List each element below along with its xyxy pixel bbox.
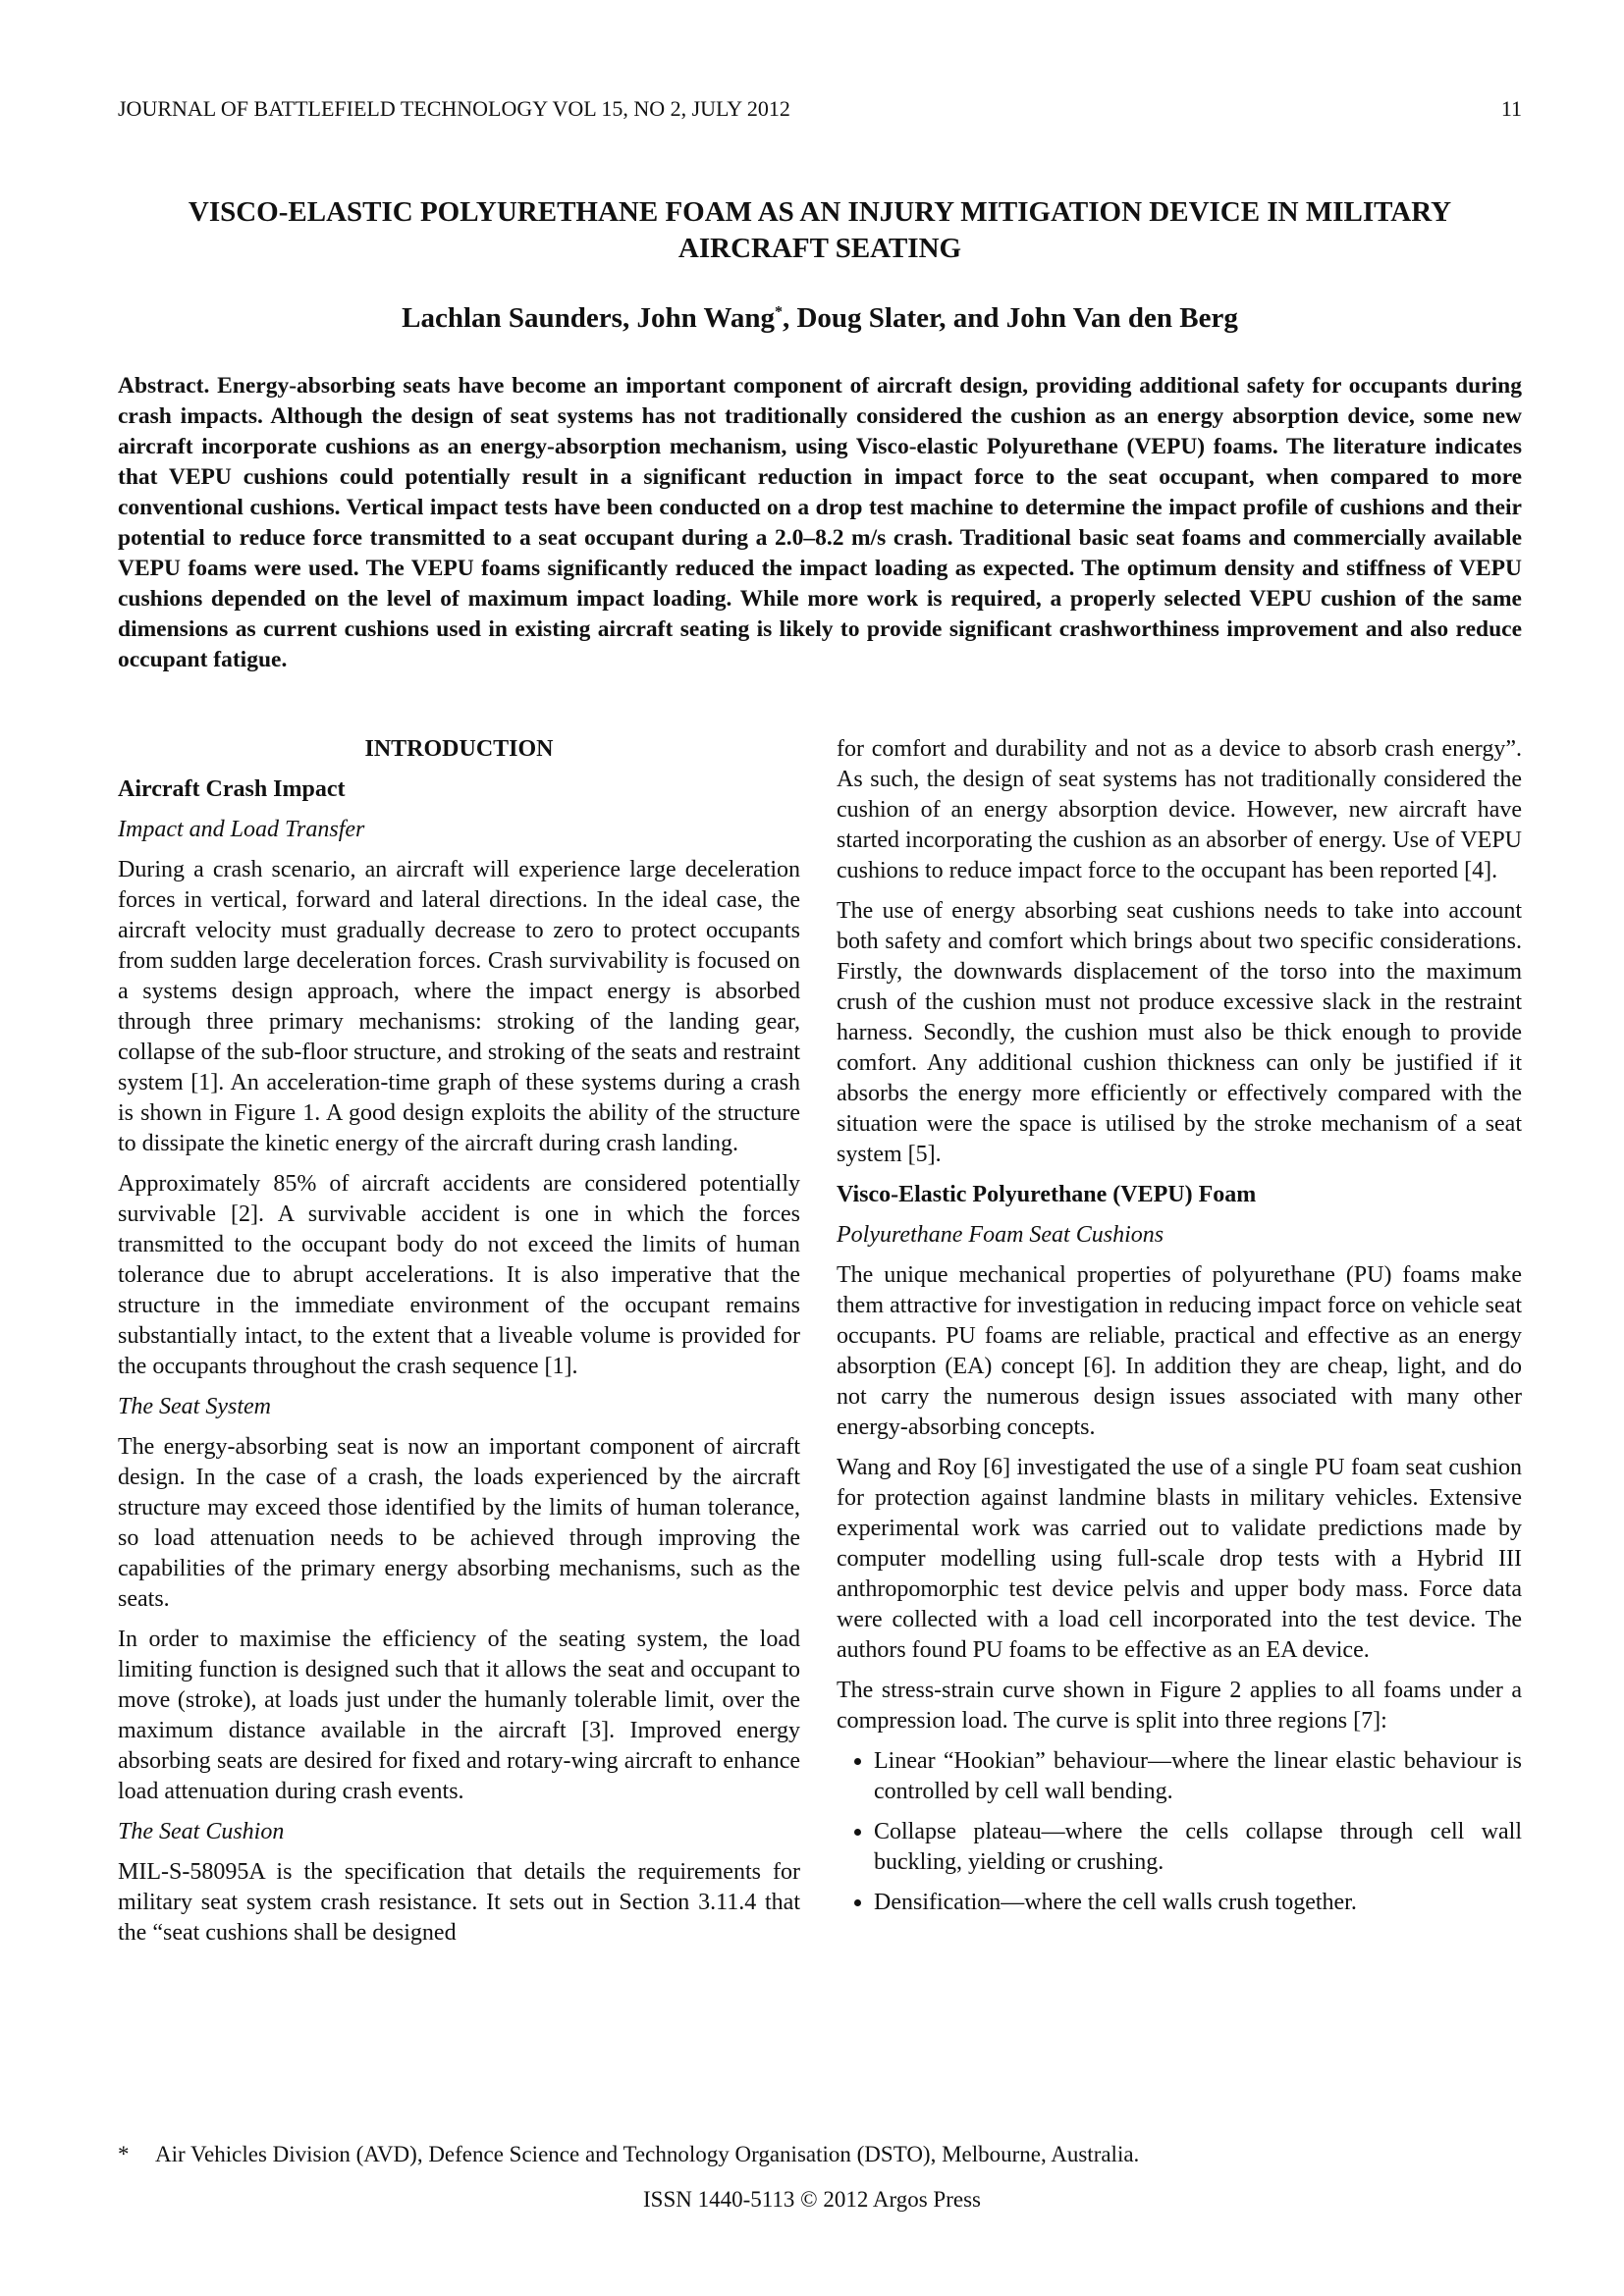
footnote — [118, 2142, 1139, 2167]
paper-title: VISCO-ELASTIC POLYURETHANE FOAM AS AN INJURY MITIGATION DEVICE IN MILITARY AIRCRAFT SEATING — [188, 196, 1452, 264]
authors-2: , Doug Slater, and John Van den Berg — [782, 302, 1238, 334]
abstract: Abstract. Energy-absorbing seats have become an important component of aircraft design, providing additional safety for occupants during crash impacts. Although the design of seat systems has not traditionally considered the cushion as an energy absorption device, some new aircraft incorporate cushions as an energy-absorption mechanism, using Visco-elastic Polyurethane (VEPU) foams. The literature indicates that VEPU cushions could potentially result in a significant reduction in impact force to the seat occupant, when compared to more conventional cushions. Vertical impact tests have been conducted on a drop test machine to determine the impact profile of cushions and their potential to reduce force transmitted to a seat occupant during a 2.0–8.2 m/s crash. Traditional basic seat foams and commercially available VEPU foams were used. The VEPU foams significantly reduced the impact loading as expected. The optimum density and stiffness of VEPU cushions depended on the level of maximum impact loading. While more work is required, a properly selected VEPU cushion of the same dimensions as current cushions used in existing aircraft seating is likely to provide significant crashworthiness improvement and also reduce occupant fatigue. — [118, 373, 1522, 672]
subsubsection-heading: The Seat System — [118, 1394, 271, 1419]
authors — [118, 302, 1522, 335]
paragraph: for comfort and durability and not as a device to absorb crash energy”. As such, the design of seat systems has not traditionally considered the cushion of an energy absorption device. However, new aircraft have started incorporating the cushion as an absorber of energy. Use of VEPU cushions to reduce impact force to the occupant has been reported [4]. — [837, 736, 1522, 883]
paragraph: During a crash scenario, an aircraft will experience large deceleration forces in vertical, forward and lateral directions. In the ideal case, the aircraft velocity must gradually decrease to zero to protect occupants from sudden large deceleration forces. Crash survivability is focused on a systems design approach, where the impact energy is absorbed through three primary mechanisms: stroking of the landing gear, collapse of the sub-floor structure, and stroking of the seats and restraint system [1]. An acceleration-time graph of these systems during a crash is shown in Figure 1. A good design exploits the ability of the structure to dissipate the kinetic energy of the aircraft during crash landing. — [118, 857, 800, 1156]
paragraph: The stress-strain curve shown in Figure 2 applies to all foams under a compression load. The curve is split into three regions [7]: — [837, 1678, 1522, 1734]
affiliation-mark: * — [774, 303, 783, 321]
subsubsection-heading: Impact and Load Transfer — [118, 817, 365, 842]
bullet-list — [837, 1746, 1522, 1918]
journal-name: JOURNAL OF BATTLEFIELD TECHNOLOGY VOL 15, NO 2, JULY 2012 — [118, 96, 790, 121]
list-item: • Collapse plateau—where the cells collapse through cell wall buckling, yielding or crushing. — [874, 1817, 1522, 1878]
section-heading-introduction: INTRODUCTION — [364, 736, 554, 762]
footnote-text: Air Vehicles Division (AVD), Defence Science and Technology Organisation (DSTO), Melbourne, Australia. — [155, 2142, 1140, 2166]
issn-footer: ISSN 1440-5113 © 2012 Argos Press — [643, 2187, 981, 2212]
subsubsection-heading: The Seat Cushion — [118, 1819, 285, 1844]
page-number: 11 — [1500, 96, 1522, 121]
authors-1: Lachlan Saunders, John Wang — [402, 302, 775, 334]
paragraph: The use of energy absorbing seat cushions needs to take into account both safety and comfort which brings about two specific considerations. Firstly, the downwards displacement of the torso into the maximum crush of the cushion must not produce excessive slack in the restraint harness. Secondly, the cushion must also be thick enough to provide comfort. Any additional cushion thickness can only be justified if it absorbs the energy more efficiently or effectively compared with the situation were the space is utilised by the stroke mechanism of a seat system [5]. — [837, 898, 1522, 1167]
paragraph: MIL-S-58095A is the specification that details the requirements for military seat system crash resistance. It sets out in Section 3.11.4 that the “seat cushions shall be designed — [118, 1859, 800, 1946]
list-item: • Densification—where the cell walls crush together. — [874, 1888, 1522, 1918]
paragraph: In order to maximise the efficiency of the seating system, the load limiting function is designed such that it allows the seat and occupant to move (stroke), at loads just under the humanly tolerable limit, over the maximum distance available in the aircraft [3]. Improved energy absorbing seats are desired for fixed and rotary-wing aircraft to enhance load attenuation during crash events. — [118, 1627, 800, 1804]
right-column — [837, 734, 1522, 1928]
list-item: • Linear “Hookian” behaviour—where the linear elastic behaviour is controlled by cell wall bending. — [874, 1746, 1522, 1807]
left-column — [118, 734, 800, 1958]
subsection-heading: Visco-Elastic Polyurethane (VEPU) Foam — [837, 1182, 1257, 1207]
footnote-mark: * — [118, 2142, 130, 2166]
paragraph: The energy-absorbing seat is now an important component of aircraft design. In the case of a crash, the loads experienced by the aircraft structure may exceed those identified by the limits of human tolerance, so load attenuation needs to be achieved through improving the capabilities of the primary energy absorbing mechanisms, such as the seats. — [118, 1434, 800, 1612]
running-header — [118, 96, 1522, 122]
subsubsection-heading: Polyurethane Foam Seat Cushions — [837, 1222, 1164, 1248]
paragraph: Wang and Roy [6] investigated the use of a single PU foam seat cushion for protection against landmine blasts in military vehicles. Extensive experimental work was carried out to validate predictions made by computer modelling using full-scale drop tests with a Hybrid III anthropomorphic test device pelvis and upper body mass. Force data were collected with a load cell incorporated into the test device. The authors found PU foams to be effective as an EA device. — [837, 1455, 1522, 1663]
subsection-heading: Aircraft Crash Impact — [118, 776, 346, 802]
paragraph: Approximately 85% of aircraft accidents are considered potentially survivable [2]. A survivable accident is one in which the forces transmitted to the occupant body do not exceed the limits of human tolerance due to abrupt accelerations. It is also imperative that the structure in the immediate environment of the occupant remains substantially intact, to the extent that a liveable volume is provided for the occupants throughout the crash sequence [1]. — [118, 1171, 800, 1379]
paragraph: The unique mechanical properties of polyurethane (PU) foams make them attractive for investigation in reducing impact force on vehicle seat occupants. PU foams are reliable, practical and effective as an energy absorption (EA) concept [6]. In addition they are cheap, light, and do not carry the numerous design issues associated with many other energy-absorbing concepts. — [837, 1262, 1522, 1440]
